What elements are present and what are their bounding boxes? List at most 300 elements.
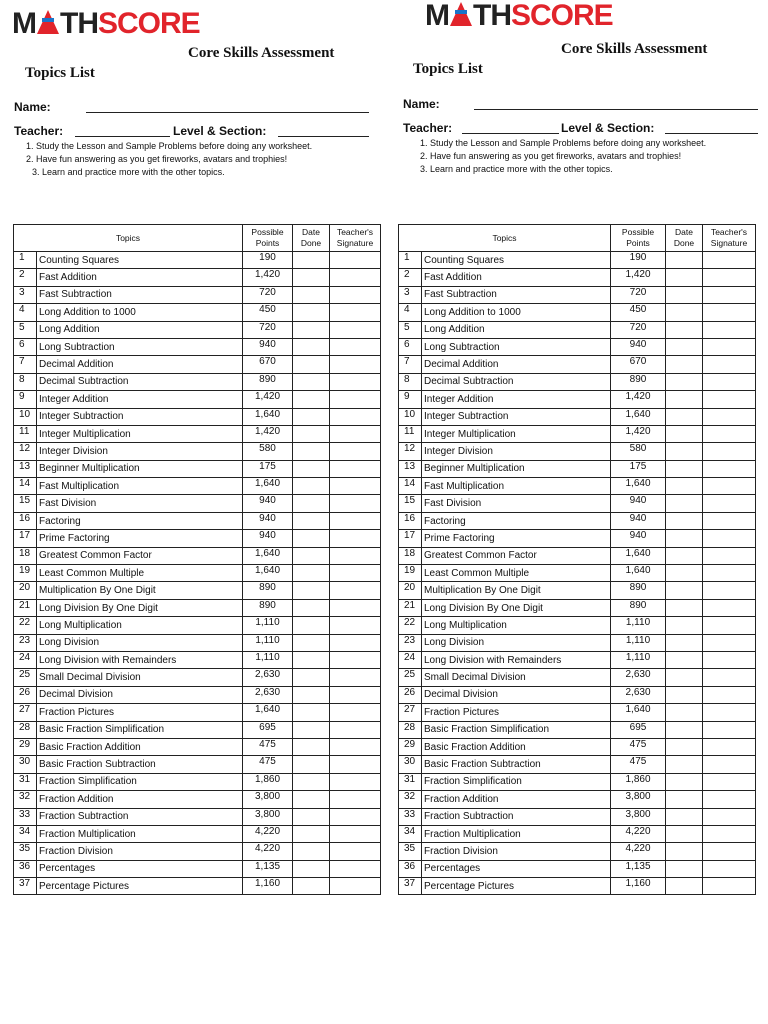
- date-done-cell[interactable]: [293, 338, 330, 355]
- table-row: [14, 808, 381, 825]
- teacher-signature-cell[interactable]: [330, 356, 381, 373]
- table-row: [14, 704, 381, 721]
- topic-name: Multiplication By One Digit: [422, 582, 611, 599]
- date-done-cell[interactable]: [293, 321, 330, 338]
- teacher-signature-cell[interactable]: [330, 669, 381, 686]
- date-done-cell[interactable]: [293, 478, 330, 495]
- table-row: [14, 721, 381, 738]
- teacher-signature-cell[interactable]: [703, 286, 756, 303]
- date-done-cell[interactable]: [666, 860, 703, 877]
- date-done-cell[interactable]: [293, 634, 330, 651]
- date-done-cell[interactable]: [293, 460, 330, 477]
- date-done-cell[interactable]: [293, 808, 330, 825]
- topic-name: Greatest Common Factor: [422, 547, 611, 564]
- table-row: [399, 269, 756, 286]
- teacher-signature-cell[interactable]: [703, 304, 756, 321]
- date-done-cell[interactable]: [293, 738, 330, 755]
- date-done-cell[interactable]: [666, 704, 703, 721]
- date-done-cell[interactable]: [666, 530, 703, 547]
- level-section-line[interactable]: [278, 136, 369, 137]
- teacher-line[interactable]: [462, 133, 559, 134]
- teacher-signature-cell[interactable]: [330, 391, 381, 408]
- row-number: 11: [14, 425, 37, 442]
- table-row: [14, 756, 381, 773]
- possible-points: 175: [611, 460, 666, 477]
- date-done-cell[interactable]: [666, 599, 703, 616]
- table-row: [14, 843, 381, 860]
- teacher-signature-cell[interactable]: [330, 860, 381, 877]
- teacher-signature-cell[interactable]: [330, 843, 381, 860]
- topic-name: Fraction Subtraction: [37, 808, 243, 825]
- topic-name: Integer Addition: [37, 391, 243, 408]
- topic-name: Integer Addition: [422, 391, 611, 408]
- teacher-signature-cell[interactable]: [330, 582, 381, 599]
- topic-name: Least Common Multiple: [422, 565, 611, 582]
- topic-name: Long Addition to 1000: [422, 304, 611, 321]
- topic-name: Prime Factoring: [37, 530, 243, 547]
- date-done-cell[interactable]: [293, 443, 330, 460]
- date-done-cell[interactable]: [293, 617, 330, 634]
- teacher-signature-cell[interactable]: [330, 338, 381, 355]
- teacher-signature-cell[interactable]: [703, 356, 756, 373]
- topic-name: Fraction Pictures: [422, 704, 611, 721]
- level-section-line[interactable]: [665, 133, 758, 134]
- possible-points: 450: [243, 304, 293, 321]
- teacher-signature-cell[interactable]: [703, 704, 756, 721]
- table-row: [14, 443, 381, 460]
- row-number: 26: [399, 686, 422, 703]
- teacher-signature-cell[interactable]: [330, 269, 381, 286]
- row-number: 27: [14, 704, 37, 721]
- date-done-cell[interactable]: [666, 565, 703, 582]
- date-done-cell[interactable]: [666, 425, 703, 442]
- date-done-cell[interactable]: [666, 738, 703, 755]
- date-done-cell[interactable]: [293, 756, 330, 773]
- date-done-cell[interactable]: [666, 686, 703, 703]
- teacher-signature-cell[interactable]: [703, 651, 756, 668]
- topic-name: Factoring: [422, 512, 611, 529]
- date-done-cell[interactable]: [666, 651, 703, 668]
- table-row: [399, 599, 756, 616]
- teacher-signature-cell[interactable]: [703, 495, 756, 512]
- date-done-cell[interactable]: [293, 547, 330, 564]
- date-done-cell[interactable]: [666, 373, 703, 390]
- date-done-cell[interactable]: [293, 878, 330, 895]
- topic-name: Decimal Addition: [422, 356, 611, 373]
- teacher-signature-cell[interactable]: [703, 321, 756, 338]
- teacher-signature-cell[interactable]: [703, 721, 756, 738]
- date-done-cell[interactable]: [666, 773, 703, 790]
- date-done-cell[interactable]: [666, 478, 703, 495]
- teacher-signature-cell[interactable]: [703, 617, 756, 634]
- date-done-cell[interactable]: [666, 617, 703, 634]
- teacher-line[interactable]: [75, 136, 170, 137]
- possible-points: 475: [611, 738, 666, 755]
- possible-points: 890: [243, 599, 293, 616]
- possible-points: 3,800: [243, 791, 293, 808]
- topic-name: Fast Multiplication: [422, 478, 611, 495]
- teacher-signature-cell[interactable]: [330, 304, 381, 321]
- row-number: 21: [399, 599, 422, 616]
- possible-points: 475: [243, 738, 293, 755]
- row-number: 28: [399, 721, 422, 738]
- teacher-signature-cell[interactable]: [330, 408, 381, 425]
- teacher-signature-cell[interactable]: [330, 634, 381, 651]
- date-done-cell[interactable]: [666, 408, 703, 425]
- page-title: Core Skills Assessment: [561, 41, 708, 57]
- teacher-signature-cell[interactable]: [330, 478, 381, 495]
- date-done-cell[interactable]: [293, 599, 330, 616]
- row-number: 17: [399, 530, 422, 547]
- table-row: [399, 617, 756, 634]
- table-row: [399, 634, 756, 651]
- table-row: [399, 825, 756, 842]
- teacher-signature-cell[interactable]: [330, 878, 381, 895]
- row-number: 37: [14, 878, 37, 895]
- row-number: 10: [399, 408, 422, 425]
- possible-points: 940: [243, 530, 293, 547]
- possible-points: 1,640: [611, 478, 666, 495]
- teacher-signature-cell[interactable]: [703, 530, 756, 547]
- row-number: 15: [399, 495, 422, 512]
- topic-name: Percentage Pictures: [422, 878, 611, 895]
- row-number: 31: [399, 773, 422, 790]
- teacher-signature-cell[interactable]: [703, 547, 756, 564]
- teacher-signature-cell[interactable]: [703, 843, 756, 860]
- teacher-signature-cell[interactable]: [703, 808, 756, 825]
- topic-name: Fraction Multiplication: [37, 825, 243, 842]
- row-number: 29: [399, 738, 422, 755]
- date-done-cell[interactable]: [293, 825, 330, 842]
- instruction-3: 3. Learn and practice more with the other topics.: [32, 167, 225, 177]
- possible-points: 695: [243, 721, 293, 738]
- possible-points: 1,640: [611, 547, 666, 564]
- possible-points: 670: [611, 356, 666, 373]
- name-line[interactable]: [474, 109, 758, 110]
- possible-points: 890: [243, 373, 293, 390]
- table-row: [14, 373, 381, 390]
- date-done-cell[interactable]: [666, 356, 703, 373]
- table-row: [14, 565, 381, 582]
- date-done-cell[interactable]: [666, 338, 703, 355]
- date-done-cell[interactable]: [293, 391, 330, 408]
- teacher-signature-cell[interactable]: [330, 373, 381, 390]
- table-body: [14, 252, 381, 895]
- date-done-cell[interactable]: [666, 321, 703, 338]
- date-done-cell[interactable]: [666, 582, 703, 599]
- teacher-signature-cell[interactable]: [330, 530, 381, 547]
- date-done-cell[interactable]: [293, 512, 330, 529]
- column-header-points: Possible Points: [243, 225, 293, 252]
- teacher-signature-cell[interactable]: [330, 599, 381, 616]
- date-done-cell[interactable]: [293, 721, 330, 738]
- date-done-cell[interactable]: [293, 495, 330, 512]
- teacher-signature-cell[interactable]: [330, 617, 381, 634]
- table-row: [14, 860, 381, 877]
- teacher-signature-cell[interactable]: [330, 321, 381, 338]
- topic-name: Long Subtraction: [422, 338, 611, 355]
- table-row: [14, 738, 381, 755]
- row-number: 9: [399, 391, 422, 408]
- teacher-signature-cell[interactable]: [703, 373, 756, 390]
- teacher-signature-cell[interactable]: [703, 738, 756, 755]
- teacher-signature-cell[interactable]: [330, 773, 381, 790]
- table-row: [399, 495, 756, 512]
- teacher-signature-cell[interactable]: [703, 512, 756, 529]
- possible-points: 1,640: [243, 704, 293, 721]
- date-done-cell[interactable]: [293, 286, 330, 303]
- date-done-cell[interactable]: [293, 408, 330, 425]
- teacher-signature-cell[interactable]: [703, 460, 756, 477]
- topic-name: Fraction Subtraction: [422, 808, 611, 825]
- date-done-cell[interactable]: [666, 304, 703, 321]
- date-done-cell[interactable]: [666, 791, 703, 808]
- table-row: [14, 356, 381, 373]
- teacher-signature-cell[interactable]: [330, 565, 381, 582]
- date-done-cell[interactable]: [666, 669, 703, 686]
- date-done-cell[interactable]: [666, 391, 703, 408]
- table-row: [399, 321, 756, 338]
- row-number: 1: [14, 252, 37, 269]
- table-row: [399, 808, 756, 825]
- teacher-signature-cell[interactable]: [703, 756, 756, 773]
- mathscore-logo: M THSCORE: [425, 0, 613, 32]
- date-done-cell[interactable]: [666, 808, 703, 825]
- instruction-2: 2. Have fun answering as you get fireworks, avatars and trophies!: [420, 151, 682, 161]
- possible-points: 940: [243, 495, 293, 512]
- table-row: [14, 269, 381, 286]
- table-row: [399, 460, 756, 477]
- date-done-cell[interactable]: [293, 373, 330, 390]
- date-done-cell[interactable]: [293, 843, 330, 860]
- table-row: [399, 669, 756, 686]
- teacher-signature-cell[interactable]: [703, 860, 756, 877]
- row-number: 20: [14, 582, 37, 599]
- row-number: 18: [399, 547, 422, 564]
- table-row: [14, 252, 381, 269]
- topic-name: Decimal Subtraction: [37, 373, 243, 390]
- table-row: [14, 321, 381, 338]
- possible-points: 1,110: [243, 651, 293, 668]
- teacher-signature-cell[interactable]: [703, 825, 756, 842]
- date-done-cell[interactable]: [666, 547, 703, 564]
- teacher-signature-cell[interactable]: [703, 565, 756, 582]
- teacher-signature-cell[interactable]: [703, 669, 756, 686]
- row-number: 35: [399, 843, 422, 860]
- teacher-signature-cell[interactable]: [703, 599, 756, 616]
- teacher-signature-cell[interactable]: [703, 338, 756, 355]
- teacher-signature-cell[interactable]: [703, 269, 756, 286]
- possible-points: 720: [611, 286, 666, 303]
- row-number: 15: [14, 495, 37, 512]
- date-done-cell[interactable]: [293, 686, 330, 703]
- teacher-signature-cell[interactable]: [330, 512, 381, 529]
- topic-name: Small Decimal Division: [422, 669, 611, 686]
- row-number: 32: [399, 791, 422, 808]
- row-number: 33: [14, 808, 37, 825]
- table-row: [399, 860, 756, 877]
- row-number: 30: [399, 756, 422, 773]
- date-done-cell[interactable]: [293, 425, 330, 442]
- row-number: 18: [14, 547, 37, 564]
- possible-points: 450: [611, 304, 666, 321]
- possible-points: 190: [243, 252, 293, 269]
- teacher-signature-cell[interactable]: [703, 686, 756, 703]
- possible-points: 1,160: [611, 878, 666, 895]
- table-row: [14, 512, 381, 529]
- topic-name: Basic Fraction Addition: [422, 738, 611, 755]
- table-row: [14, 547, 381, 564]
- possible-points: 940: [611, 338, 666, 355]
- level-section-label: Level & Section:: [173, 124, 267, 138]
- topic-name: Integer Division: [37, 443, 243, 460]
- date-done-cell[interactable]: [293, 791, 330, 808]
- topic-name: Counting Squares: [37, 252, 243, 269]
- possible-points: 720: [611, 321, 666, 338]
- topic-name: Decimal Division: [37, 686, 243, 703]
- date-done-cell[interactable]: [666, 843, 703, 860]
- date-done-cell[interactable]: [666, 825, 703, 842]
- date-done-cell[interactable]: [293, 651, 330, 668]
- table-row: [399, 443, 756, 460]
- teacher-signature-cell[interactable]: [703, 443, 756, 460]
- teacher-signature-cell[interactable]: [330, 547, 381, 564]
- table-row: [399, 286, 756, 303]
- row-number: 7: [14, 356, 37, 373]
- row-number: 31: [14, 773, 37, 790]
- table-header-row: [399, 225, 756, 252]
- date-done-cell[interactable]: [293, 582, 330, 599]
- topic-name: Fraction Pictures: [37, 704, 243, 721]
- possible-points: 695: [611, 721, 666, 738]
- possible-points: 1,160: [243, 878, 293, 895]
- row-number: 22: [399, 617, 422, 634]
- possible-points: 890: [611, 582, 666, 599]
- teacher-signature-cell[interactable]: [703, 425, 756, 442]
- teacher-signature-cell[interactable]: [330, 738, 381, 755]
- date-done-cell[interactable]: [293, 304, 330, 321]
- possible-points: 3,800: [611, 808, 666, 825]
- teacher-signature-cell[interactable]: [703, 773, 756, 790]
- date-done-cell[interactable]: [293, 704, 330, 721]
- topic-name: Integer Division: [422, 443, 611, 460]
- teacher-signature-cell[interactable]: [330, 808, 381, 825]
- date-done-cell[interactable]: [293, 269, 330, 286]
- table-row: [14, 669, 381, 686]
- row-number: 32: [14, 791, 37, 808]
- date-done-cell[interactable]: [293, 773, 330, 790]
- date-done-cell[interactable]: [666, 495, 703, 512]
- teacher-signature-cell[interactable]: [330, 286, 381, 303]
- topic-name: Fraction Division: [37, 843, 243, 860]
- possible-points: 1,420: [611, 391, 666, 408]
- name-line[interactable]: [86, 112, 369, 113]
- teacher-signature-cell[interactable]: [703, 634, 756, 651]
- date-done-cell[interactable]: [293, 252, 330, 269]
- possible-points: 890: [611, 599, 666, 616]
- possible-points: 175: [243, 460, 293, 477]
- topic-name: Beginner Multiplication: [37, 460, 243, 477]
- date-done-cell[interactable]: [666, 756, 703, 773]
- topic-name: Basic Fraction Addition: [37, 738, 243, 755]
- date-done-cell[interactable]: [666, 634, 703, 651]
- row-number: 2: [14, 269, 37, 286]
- teacher-signature-cell[interactable]: [330, 704, 381, 721]
- teacher-signature-cell[interactable]: [703, 791, 756, 808]
- row-number: 5: [399, 321, 422, 338]
- possible-points: 720: [243, 286, 293, 303]
- teacher-signature-cell[interactable]: [330, 721, 381, 738]
- table-row: [399, 791, 756, 808]
- teacher-signature-cell[interactable]: [330, 651, 381, 668]
- date-done-cell[interactable]: [293, 565, 330, 582]
- table-row: [399, 547, 756, 564]
- date-done-cell[interactable]: [666, 878, 703, 895]
- teacher-signature-cell[interactable]: [330, 252, 381, 269]
- table-row: [14, 408, 381, 425]
- teacher-signature-cell[interactable]: [330, 756, 381, 773]
- row-number: 3: [14, 286, 37, 303]
- topic-name: Long Division: [422, 634, 611, 651]
- date-done-cell[interactable]: [293, 356, 330, 373]
- teacher-signature-cell[interactable]: [703, 478, 756, 495]
- table-row: [399, 304, 756, 321]
- possible-points: 1,135: [611, 860, 666, 877]
- date-done-cell[interactable]: [666, 443, 703, 460]
- teacher-signature-cell[interactable]: [330, 460, 381, 477]
- date-done-cell[interactable]: [666, 460, 703, 477]
- table-row: [14, 651, 381, 668]
- topic-name: Fast Subtraction: [37, 286, 243, 303]
- possible-points: 890: [243, 582, 293, 599]
- level-section-label: Level & Section:: [561, 121, 655, 135]
- teacher-signature-cell[interactable]: [330, 495, 381, 512]
- date-done-cell[interactable]: [666, 286, 703, 303]
- teacher-signature-cell[interactable]: [703, 582, 756, 599]
- possible-points: 2,630: [611, 686, 666, 703]
- teacher-signature-cell[interactable]: [330, 825, 381, 842]
- table-row: [399, 878, 756, 895]
- topic-name: Percentages: [422, 860, 611, 877]
- row-number: 23: [14, 634, 37, 651]
- teacher-signature-cell[interactable]: [330, 425, 381, 442]
- date-done-cell[interactable]: [666, 721, 703, 738]
- teacher-signature-cell[interactable]: [330, 686, 381, 703]
- date-done-cell[interactable]: [666, 269, 703, 286]
- topic-name: Fraction Simplification: [37, 773, 243, 790]
- date-done-cell[interactable]: [293, 669, 330, 686]
- date-done-cell[interactable]: [666, 512, 703, 529]
- row-number: 9: [14, 391, 37, 408]
- table-row: [14, 530, 381, 547]
- teacher-signature-cell[interactable]: [703, 408, 756, 425]
- teacher-signature-cell[interactable]: [703, 391, 756, 408]
- topic-name: Integer Subtraction: [422, 408, 611, 425]
- possible-points: 1,640: [611, 408, 666, 425]
- date-done-cell[interactable]: [293, 530, 330, 547]
- date-done-cell[interactable]: [666, 252, 703, 269]
- teacher-signature-cell[interactable]: [330, 443, 381, 460]
- teacher-signature-cell[interactable]: [703, 252, 756, 269]
- table-row: [399, 738, 756, 755]
- possible-points: 1,640: [611, 704, 666, 721]
- row-number: 24: [399, 651, 422, 668]
- table-row: [14, 391, 381, 408]
- teacher-signature-cell[interactable]: [330, 791, 381, 808]
- teacher-signature-cell[interactable]: [703, 878, 756, 895]
- date-done-cell[interactable]: [293, 860, 330, 877]
- table-body: [399, 252, 756, 895]
